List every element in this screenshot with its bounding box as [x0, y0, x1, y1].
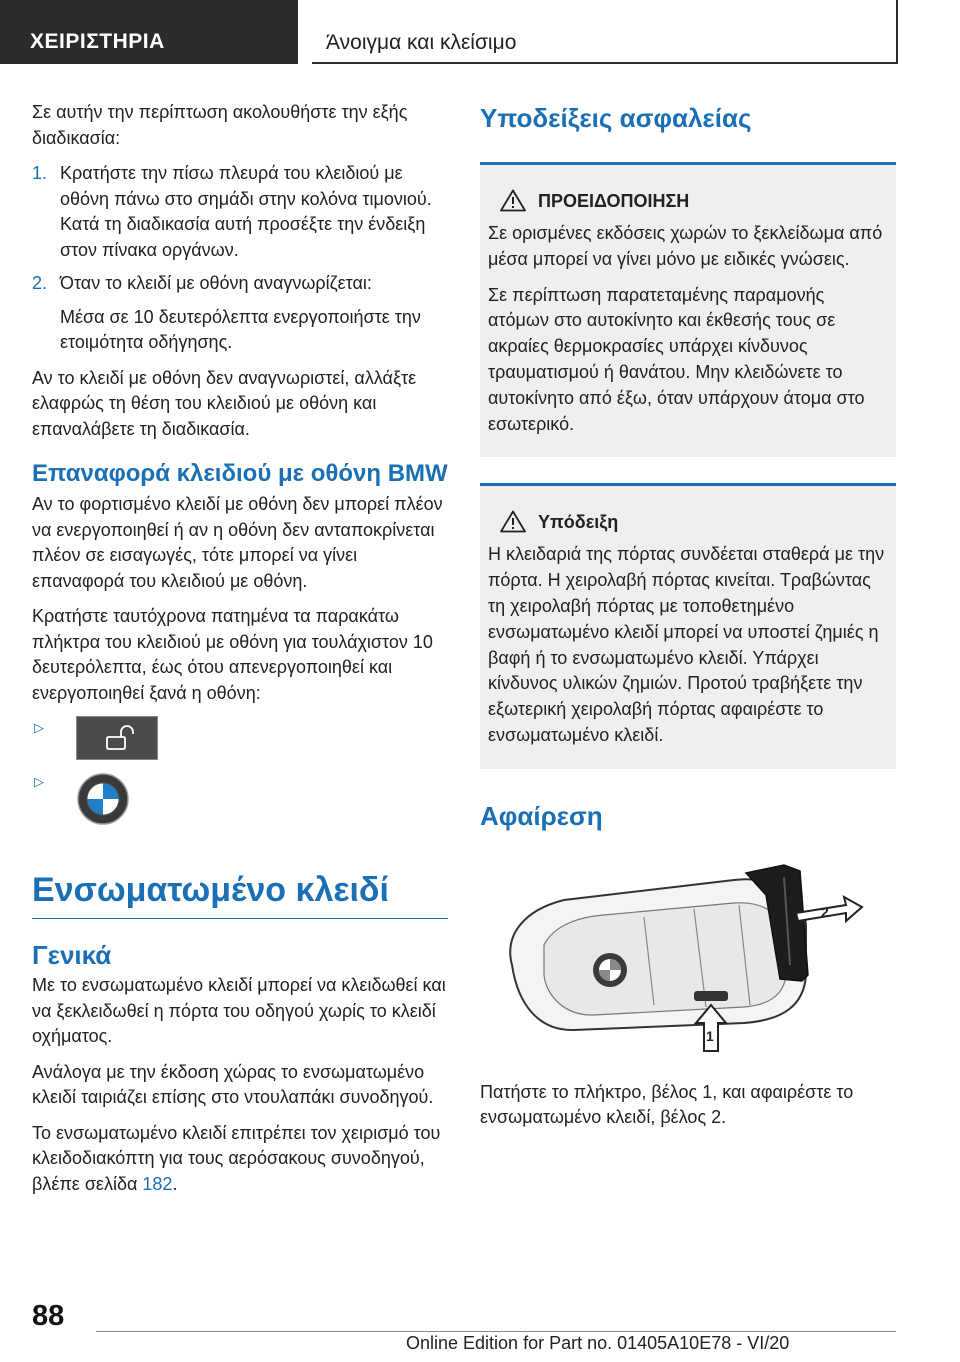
general-p3-text: Το ενσωματωμένο κλειδί επιτρέπει τον χειρισμό του κλειδοδιακόπτη για τους αερόσακους συνοδηγού, βλέπε σελίδα [32, 1122, 441, 1194]
general-heading: Γενικά [32, 940, 112, 970]
general-paragraph-3 [32, 1121, 448, 1198]
bullet-triangle-icon: ▷ [34, 720, 44, 735]
warning-title-row [488, 187, 888, 215]
arrow-2-label: 2 [821, 903, 829, 920]
warning-paragraph-1: Σε ορισμένες εκδόσεις χωρών το ξεκλείδωμα από μέσα μπορεί να γίνει μόνο με ειδικές γνώσεις. [488, 223, 883, 269]
chapter-title: Άνοιγμα και κλείσιμο [326, 31, 517, 54]
step-number: 2. [32, 273, 48, 293]
bullet-triangle-icon: ▷ [34, 774, 44, 789]
hint-paragraph: Η κλειδαριά της πόρτας συνδέεται σταθερά με την πόρτα. Η χειρολαβή πόρτας κινείται. Τραβώντας τη χειρολαβή πόρτας με τοποθετημένο ενσωματωμένο κλειδί μπορεί να υποστεί ζημιές η βαφή ή το ενσωματωμένο κλειδί. Υπάρχει κίνδυνος υλικών ζημιών. Προτού τραβήξετε την εξωτερική χειρολαβή πόρτας αφαιρέστε το ενσωματωμένο κλειδί. [488, 544, 885, 745]
page-link[interactable]: 182 [142, 1173, 173, 1194]
integrated-key-heading: Ενσωματωμένο κλειδί [32, 871, 389, 909]
safety-heading: Υποδείξεις ασφαλείας [480, 103, 752, 133]
unlock-key-item [32, 716, 448, 762]
reset-paragraph-2: Κρατήστε ταυτόχρονα πατημένα τα παρακάτω πλήκτρα του κλειδιού με οθόνη για τουλάχιστον 10 δευτερόλεπτα, έως ότου απενεργοποιηθεί και ενεργοποιηθεί ξανά η οθόνη: [32, 606, 433, 703]
reset-heading: Επαναφορά κλειδιού με οθόνη BMW [32, 460, 448, 487]
edition-text: Online Edition for Part no. 01405A10E78 - VI/20 [406, 1333, 790, 1353]
removal-text: Πατήστε το πλήκτρο, βέλος 1, και αφαιρέστε το ενσωματωμένο κλειδί, βέλος 2. [480, 1081, 854, 1128]
list-item [32, 161, 448, 263]
bmw-logo-icon [76, 772, 130, 826]
bmw-key-item [32, 770, 448, 828]
footer-divider [96, 1331, 896, 1332]
step-text: Όταν το κλειδί με οθόνη αναγνωρίζεται: [60, 273, 372, 293]
unlock-button-icon [76, 716, 158, 760]
warning-box [480, 162, 896, 457]
integrated-key-section [32, 868, 448, 919]
warning-triangle-icon [500, 189, 526, 212]
removal-heading: Αφαίρεση [480, 800, 603, 831]
steps-list [32, 161, 448, 356]
section-title: ΧΕΙΡΙΣΤΗΡΙΑ [30, 30, 165, 53]
page-number: 88 [32, 1300, 65, 1332]
warning-paragraph-2: Σε περίπτωση παρατεταμένης παραμονής ατόμων στο αυτοκίνητο και έκθεσής τους σε ακραίες θερμοκρασίες υπάρχει κίνδυνος τραυματισμού ή θανάτου. Μην κλειδώνετε το αυτοκίνητο από έξω, όταν υπάρχουν άτομα στο εσωτερικό. [488, 284, 865, 434]
step-subtext: Μέσα σε 10 δευτερόλεπτα ενεργοποιήστε την ετοιμότητα οδήγησης. [60, 306, 421, 352]
hint-box [480, 483, 896, 768]
warning-title: ΠΡΟΕΙΔΟΠΟΙΗΣΗ [538, 191, 690, 211]
key-removal-illustration [484, 855, 896, 1060]
hint-title: Υπόδειξη [538, 512, 619, 533]
list-item [32, 271, 448, 356]
retry-note: Αν το κλειδί με οθόνη δεν αναγνωριστεί, αλλάξτε ελαφρώς τη θέση του κλειδιού με οθόνη και επαναλάβετε τη διαδικασία. [32, 367, 417, 439]
step-number: 1. [32, 163, 48, 183]
chapter-tab [312, 0, 898, 64]
general-p3-end: . [172, 1173, 178, 1194]
left-column [32, 100, 448, 1207]
section-tab [0, 0, 298, 64]
hint-triangle-icon [500, 510, 526, 533]
intro-text: Σε αυτήν την περίπτωση ακολουθήστε την εξής διαδικασία: [32, 102, 408, 148]
step-text: Κρατήστε την πίσω πλευρά του κλειδιού με οθόνη πάνω στο σημάδι στην κολόνα τιμονιού. Κατά τη διαδικασία αυτή προσέξτε την ένδειξη στον πίνακα οργάνων. [60, 163, 432, 260]
general-paragraph-1: Με το ενσωματωμένο κλειδί μπορεί να κλειδωθεί και να ξεκλειδωθεί η πόρτα του οδηγού χωρίς το κλειδί οχήματος. [32, 975, 446, 1046]
reset-paragraph-1: Αν το φορτισμένο κλειδί με οθόνη δεν μπορεί πλέον να ενεργοποιηθεί ή αν η οθόνη δεν ανταποκρίνεται πλέον σε εισαγωγές, τότε μπορεί να γίνει επαναφορά του κλειδιού με οθόνη. [32, 494, 443, 591]
right-column [480, 100, 896, 1141]
general-paragraph-2: Ανάλογα με την έκδοση χώρας το ενσωματωμένο κλειδί ταιριάζει επίσης στο ντουλαπάκι συνοδηγού. [32, 1061, 434, 1107]
arrow-1-label: 1 [706, 1027, 714, 1044]
hint-title-row [488, 508, 888, 536]
